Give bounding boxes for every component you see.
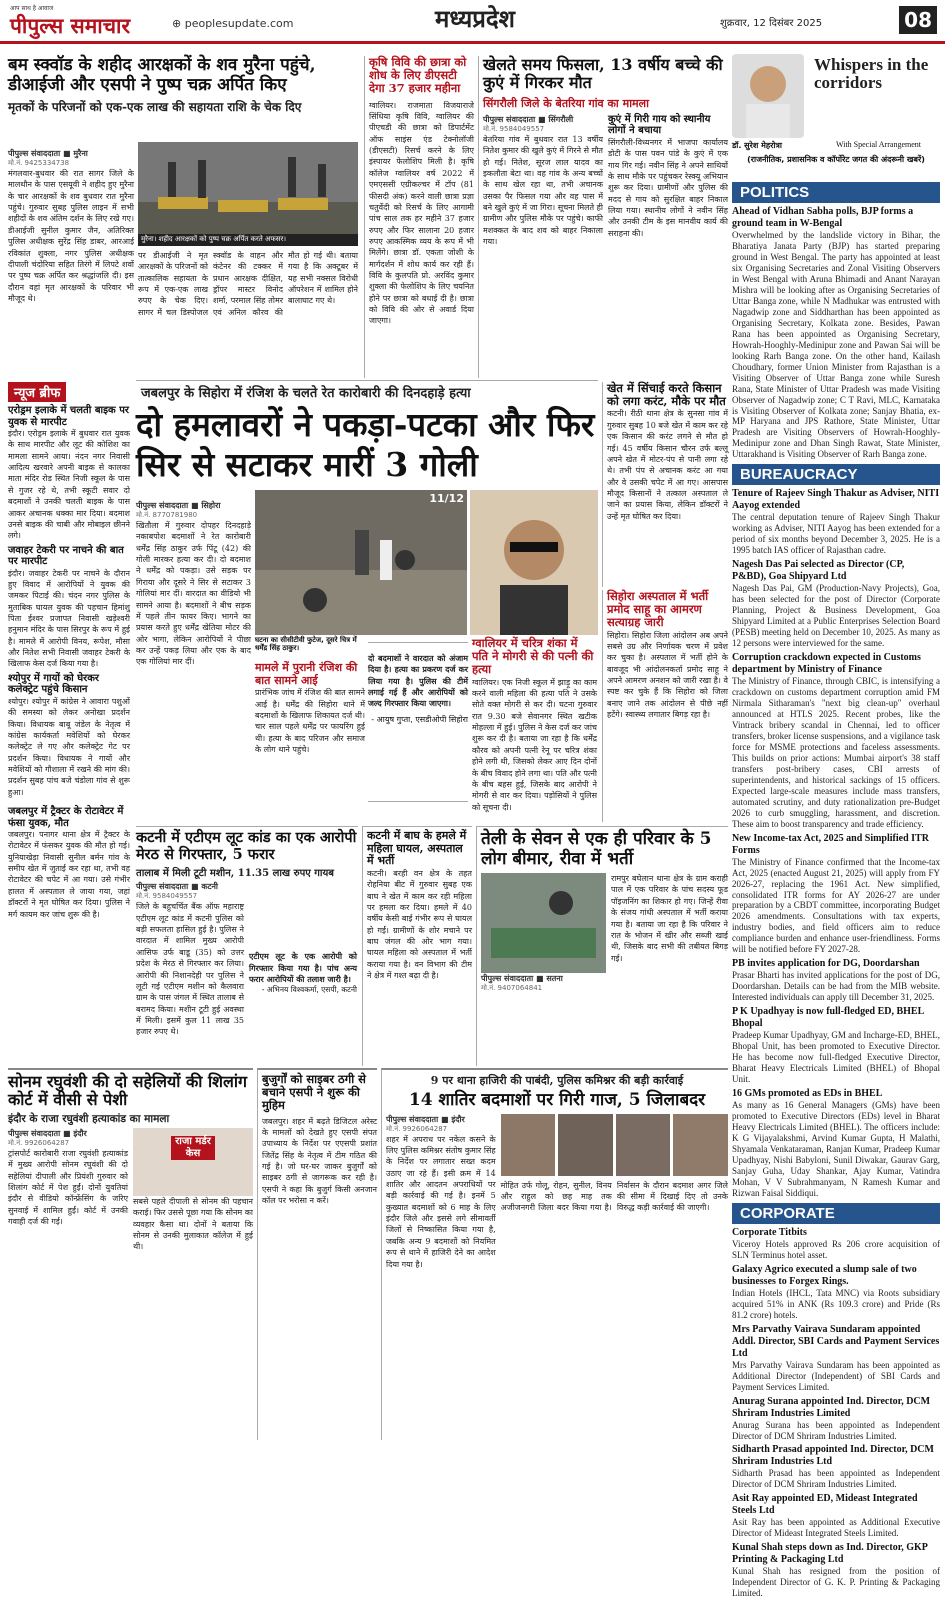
byline-mobile: मो.नं. 9926064287	[386, 1124, 448, 1133]
subheadline: मृतकों के परिजनों को एक-एक लाख की सहायता राशि के चेक दिए	[8, 100, 302, 115]
byline	[8, 1128, 128, 1148]
photo-caption: मुरैना। शहीद आरक्षकों को पुष्प चक्र अर्पित करते अफसर।	[138, 234, 358, 246]
item-title: Kunal Shah steps down as Ind. Director, GKP Printing & Packaging Ltd	[732, 1542, 928, 1566]
bureaucracy-header: BUREAUCRACY	[732, 464, 940, 485]
arrangement: With Special Arrangement	[836, 140, 921, 149]
article-body: सिहोरा। सिहोरा जिला आंदोलन अब अपने सबसे उग्र और निर्णायक चरण में प्रवेश कर चुका है। अस्पताल में भर्ती होने के बावजूद भी आंदोलनकर्ता प्रमोद साहू ने अपने आमरण अनशन को जारी रखा है। वे स्पष्ट कर चुके हैं कि सिहोरा को जिला बनाए जाने तक आंदोलन से पीछे नहीं हटेंगे। स्वास्थ्य लगातार बिगड़ रहा है।	[607, 630, 728, 720]
news-brief-2	[8, 806, 130, 1021]
article-body: जिले के बहुचर्चित बैंक ऑफ महाराष्ट्र एटीएम लूट कांड में कटनी पुलिस को बड़ी सफलता हासिल हुई है। पुलिस ने वारदात में शामिल मुख्य आरोपी आसिफ उर्फ बाडू (35) को उत्तर प्रदेश के मेरठ से गिरफ्तार कर लिया। आरोपी की निशानदेही पर पुलिस ने लूटी गई एटीएम मशीन को कैलवारा ग्राम के पास जंगल में स्थित तालाब से बरामद किया। मशीन टूटी हुई अवस्था में मिली। इसमें कुल 11 लाख 35 हजार रुपए थे।	[136, 902, 244, 1037]
story-morena-col2: पर डीआईजी ने मृत आरक्षकों के परिजनों को तात्कालिक सहायता के रूप में एक-एक लाख रुपए के चेक दिए। सागर में चल डिस्पोजल स्क्वॉड के वाहन और कंटेनर की टक्कर में प्रधान आरक्षक दीक्षित, ड्रॉपर मास्टर विनोद शर्मा, परमाल सिंह तोमर एवं अनिल कौरव की मौत हो गई थी। बताया गया है कि अक्टूबर में यह सभी नक्सल विरोधी ऑपरेशन में शामिल होने बालाघाट गए थे।	[138, 251, 358, 317]
article-body: खितौला में गुरुवार दोपहर दिनदहाड़े नकाबपोश बदमाशों ने रेत कारोबारी धर्मेंद्र सिंह ठाकुर उर्फ पिंटू (42) की गोली मारकर हत्या कर दी। दो बदमाश ने धर्मेंद्र को पकड़ा। उसे सड़क पर गिराया और दूसरे ने सिर से सटाकर 3 गोलियां मार दीं। वारदात का वीडियो भी सामने आया है। बदमाशों ने बीच सड़क में पहले तीन फायर किए। भागने का प्रयास करते हुए धर्मेंद्र खेतिया मोटर की ओर भागा, लेकिन आरोपियों ने पीछा कर उन्हें पकड़ लिया और एक के बाद एक गोलियां मार दीं।	[136, 521, 251, 667]
news-brief-tag: न्यूज ब्रीफ	[8, 382, 66, 402]
byline-text: पीपुल्स संवाददाता ■ सिंगरौली	[483, 114, 574, 124]
byline	[136, 881, 244, 901]
headline: ग्वालियर में चरित्र शंका में पति ने मोगरी से की पत्नी की हत्या	[472, 636, 594, 677]
item-title: Mrs Parvathy Vairava Sundaram appointed Addl. Director, SBI Cards and Payment Services Ltd	[732, 1323, 940, 1359]
byline-mobile: मो.नं. 9584049557	[483, 124, 545, 133]
article-body: ग्वालियर। एक निजी स्कूल में झाड़ू का काम करने वाली महिला की हत्या पति ने उसके सोते वक्त मोगरी से कर दी। घटना गुरुवार रात 9.30 बजे सेवानगर स्थित खटीक मोहल्ला में हुई। पुलिस ने केस दर्ज कर जांच शुरू कर दी है। बताया जा रहा है कि धर्मेंद्र कौरव को अपनी पत्नी रेनू पर चरित्र शंका होने लगी थी, जिसको लेकर आए दिन दोनों के बीच विवाद होने लगा था। पति और पत्नी के बीच बहस हुई, जिसके बाद आरोपी ने मोगरी से वार कर दिया। पड़ोसियों ने पुलिस को सूचना दी।	[472, 677, 597, 812]
byline-text: पीपुल्स संवाददाता ■ मुरैना	[8, 149, 88, 158]
byline-text: पीपुल्स संवाददाता ■ सिहोरा	[136, 501, 221, 510]
byline-text: पीपुल्स संवाददाता ■ सतना	[481, 974, 563, 984]
item-body: Viceroy Hotels approved Rs 206 crore acquisition of SLN Terminus hotel asset.	[732, 1238, 940, 1260]
article-body-2: मोहित उर्फ गोलू, रोहन, सुनील, विनय और राहुल को छह माह तक अजीजनगरी जिला बदर किया गया है। निर्वासन के दौरान बदमाश अगर जिले की सीमा में दिखाई दिए तो उनके विरुद्ध कड़ी कार्रवाई की जाएगी।	[500, 1180, 728, 1213]
story-agri	[364, 56, 474, 378]
columnist-photo	[732, 54, 804, 138]
item-title: Asit Ray appointed ED, Mideast Integrated Steels Ltd	[732, 1493, 918, 1517]
whispers-header	[732, 52, 940, 180]
story-rewa	[476, 826, 728, 1066]
article-body: ग्वालियर। राजमाता विजयाराजे सिंधिया कृषि विवि, ग्वालियर की पीएचडी की छात्रा को डिपार्टमेंट ऑफ साइंस एंड टेक्नोलॉजी (डीएसटी) रिसर्च करने के लिए इंस्पायर फेलोशिप मिली है। कृषि कॉलेज ग्वालियर वर्ष 2022 में एमएससी एग्रीकल्चर में टॉप (81 फीसदी अंक) करने वाली छात्रा प्रज्ञा चतुर्वेदी को रिसर्च के लिए आगामी पांच साल तक हर महीने 37 हजार रुपए और फिर सालाना 20 हजार रुपए आकस्मिक व्यय के रूप में भी मिलेंगे। छात्रा डॉ. एकता जोशी के मार्गदर्शन में शोध कार्य कर रही हैं। विवि के कुलपति प्रो. अरविंद कुमार शुक्ला की फेलोशिप के लिए चयनित होने पर छात्रा को बधाई दी है। छात्रा को विवि की ओर से अवार्ड दिया जाएगा।	[369, 100, 474, 326]
item-title: Tenure of Rajeev Singh Thakur as Adviser, NITI Aayog extended	[732, 488, 940, 512]
sub-story-body: सिंगरौली-विध्यनगर में भाजपा कार्यालय डोटी के पास पवन पांडे के कुएं में एक गाय गिर गई। नवीन सिंह ने अपने साथियों के साथ मौके पर पहुंचकर रेस्क्यू अभियान शुरू कर दिया। ग्रामीणों और पुलिस की मदद से गाय को सुरक्षित बाहर निकाल लिया गया। स्थानीय लोगों ने नवीन सिंह और उनकी टीम के इस मानवीय कार्य की सराहना की।	[608, 137, 728, 238]
section-title: मध्यप्रदेश	[434, 4, 516, 33]
brief-body: इंदौर। जवाहर टेकरी पर नाचने के दौरान हुए विवाद में आरोपियों ने युवक की जमकर पिटाई की। चंदन नगर पुलिस के मुताबिक घायल युवक की पहचान हिमांशु पिता ईश्वर प्रजापत निवासी खड़ेश्वरी हनुमान मंदिर के पास सिरपुर के रूप में हुई है। मामले में आरोपी विनय, रूपेश, मौसा और नितेश सभी निवासी जवाहर टेकरी के खिलाफ केस दर्ज किया गया है।	[8, 568, 130, 669]
accused-photo	[673, 1114, 728, 1176]
accused-photo	[616, 1114, 671, 1176]
item-title: Ahead of Vidhan Sabha polls, BJP forms a ground team in W-Bengal	[732, 206, 914, 229]
item-body: The Ministry of Finance confirmed that the Income-tax Act, 2025 (enacted August 21, 2025) will apply from FY 2026-27, replacing the 1961 Act. New simplified, consolidated ITR forms for AY 2026-27 are under preparation by a CBDT committee, incorporating Budget 2026 amendments. Consultations with tax experts, industry bodies, and field officers aim to reduce compliance burden and enhance user-friendliness. Forms will be notified before FY 2027-28.	[732, 856, 940, 955]
story-katni-atm	[136, 826, 358, 1066]
article-body: रामपुर बघेलान थाना क्षेत्र के ग्राम कराही पाल में एक परिवार के पांच सदस्य फूड पॉइजनिंग का शिकार हो गए। जिन्हें रीवा के संजय गांधी अस्पताल में भर्ती कराया गया है। बताया जा रहा है कि परिवार ने रात के भोजन में खीर और सब्जी खाई थी, जिसके बाद सभी की तबीयत बिगड़ गई।	[611, 874, 728, 963]
sub-story-title: कुएं में गिरी गाय को स्थानीय लोगों ने बचाया	[608, 113, 711, 137]
story-cyber	[257, 1068, 377, 1440]
headline: कृषि विवि की छात्रा को शोध के लिए डीएसटी देगा 37 हजार महीना	[369, 55, 467, 96]
issue-date: शुक्रवार, 12 दिसंबर 2025	[720, 18, 823, 29]
main-col1	[136, 500, 251, 805]
byline	[8, 148, 134, 168]
story-morena-head	[8, 56, 360, 146]
item-title: PB invites application for DG, Doordarshan	[732, 958, 920, 970]
item-body: As many as 16 General Managers (GMs) have been promoted to Executive Directors (EDs) level in Bharat Heavy Electricals Limited (BHEL). The officers include: K G Vijayalakshmi, Arvind Kumar Gupta, H Malathi, Shyamala Venkataraman, Ranjan Kumar, Pradeep Kumar Upadhyay, Nishi Babyloni, Sunil Diwakar, Gaurav Garg, Sanjay Guha, Uday Shankar, Ajay Kumar, Vatindra Mohan, V V Subrahmanyam, N Ramesh Kumar and Rizwan Faisal Siddiqui.	[732, 1100, 940, 1198]
item-title: P K Upadhyay is now full-fledged ED, BHEL Bhopal	[732, 1006, 924, 1030]
byline-mobile: मो.नं. 9407064841	[481, 984, 543, 993]
item-title: Corporate Titbits	[732, 1226, 807, 1238]
article-body: शहर में अपराध पर नकेल कसने के लिए पुलिस कमिश्नर संतोष कुमार सिंह के निर्देश पर लगातार सख्त कदम उठाए जा रहे हैं। इसी क्रम में 14 शातिर और आदतन अपराधियों पर बड़ी कार्रवाई की गई है। इनमें 5 कुख्यात बदमाशों को 6 माह के लिए इंदौर जिले और इससे लगे सीमावर्ती जिलों से निष्कासित किया गया है, जबकि अन्य 9 बदमाशों को नियमित रूप से थाने में हाजिरी देने का आदेश दिया गया है।	[386, 1134, 496, 1269]
news-brief	[8, 382, 130, 802]
brief-title: जवाहर टेकरी पर नाचने की बात पर मारपीट	[8, 544, 124, 568]
brief-title: एरोड्रम इलाके में चलती बाइक पर युवक से मारपीट	[8, 405, 129, 428]
brand-name: पीपुल्स समाचार	[10, 13, 131, 38]
item-body: Indian Hotels (IHCL, Tata MNC) via Roots subsidiary acquired 51% in ANK (Rs 109.3 crore) and Pride (Rs 81.2 crore) hotels.	[732, 1287, 940, 1320]
accused-photo	[558, 1114, 613, 1176]
byline	[481, 973, 606, 993]
item-title: 16 GMs promoted as EDs in BHEL	[732, 1088, 883, 1100]
globe-icon: ⊕	[172, 17, 185, 30]
morena-photo	[138, 142, 358, 242]
accused-photos	[501, 1114, 728, 1176]
headline: खेत में सिंचाई करते किसान को लगा करंट, मौके पर मौत	[607, 381, 726, 409]
item-body: Asit Ray has been appointed as Additional Executive Director of Mideast Integrated Steels Limited.	[732, 1517, 940, 1539]
byline-text: पीपुल्स संवाददाता ■ इंदौर	[8, 1128, 87, 1138]
headline: सोनम रघुवंशी की दो सहेलियों की शिलांग कोर्ट में वीसी से पेशी	[8, 1072, 248, 1110]
article-body: कटनी। बरही वन क्षेत्र के तहत रोहनिया बीट में गुरुवार सुबह एक बाघ ने खेत में काम कर रही महिला पर हमला कर दिया। हमले में 40 वर्षीय केसी बाई गंभीर रूप से घायल हो गईं। ग्रामीणों के शोर मचाने पर बाघ जंगल की ओर भाग गया। घायल महिला को अस्पताल में भर्ती कराया गया है। वन विभाग की टीम ने क्षेत्र में गश्त बढ़ा दी है।	[367, 868, 472, 981]
cctv-illustration	[255, 490, 467, 635]
item-title: Nagesh Das Pai selected as Director (CP, P&BD), Goa Shipyard Ltd	[732, 559, 905, 583]
headline: सिहोरा अस्पताल में भर्ती प्रमोद साहू का आमरण सत्याग्रह जारी	[607, 589, 709, 630]
subheadline: तालाब में मिली टूटी मशीन, 11.35 लाख रुपए गायब	[136, 868, 334, 880]
story-farmer	[602, 382, 728, 587]
whispers-strapline: (राजनीतिक, प्रशासनिक व कॉर्पोरेट जगत की अंदरूनी खबरें)	[747, 155, 925, 164]
brand-logo	[10, 4, 130, 40]
site-url[interactable]	[172, 17, 293, 30]
story-sonam	[8, 1068, 253, 1440]
story-gwalior	[472, 637, 597, 822]
byline-text: पीपुल्स संवाददाता ■ इंदौर	[386, 1114, 465, 1124]
main-col2	[255, 662, 365, 802]
cctv-timestamp: 11/12	[429, 492, 464, 505]
item-body: Prasar Bharti has invited applications for the post of DG, Doordarshan. Details can be had from the MIB website. Interested individuals can apply till December 31, 2025.	[732, 970, 940, 1003]
brief-body: इंदौर। एरोड्रम इलाके में बुधवार रात युवक के साथ मारपीट और लूट की कोशिश का मामला सामने आया। नंदन नगर निवासी आदित्य खरवारे अपनी बाइक से कालका माता मंदिर रोड स्थित निजी स्कूल के पास से गुजर रहे थे, तभी स्कूटी सवार दो बदमाशों ने उनकी चलती बाइक के पास आकर अचानक धक्का मार दिया। बदमाश उनसे बाइक की चाबी और मोबाइल छीनने लगे।	[8, 429, 130, 541]
item-body: Anurag Surana has been appointed as Independent Director of DCM Shriram Industries Limited.	[732, 1419, 940, 1441]
portrait-illustration	[470, 490, 598, 635]
item-title: New Income-tax Act, 2025 and Simplified ITR Forms	[732, 832, 929, 856]
byline	[483, 114, 603, 134]
byline-mobile: मो.नं. 9425334738	[8, 159, 70, 167]
article-body: प्रारंभिक जांच में रंजिश की बात सामने आई है। धर्मेंद्र की सिहोरा थाने में बदमाशों के खिलाफ शिकायत दर्ज थी। चार साल पहले धर्मेंद्र पर फायरिंग हुई थी। हत्या के बाद परिजन और समाज के लोग थाने पहुंचे।	[255, 688, 365, 755]
hospital-photo	[481, 873, 606, 973]
story-tiger	[362, 826, 472, 1066]
main-quote	[368, 642, 468, 802]
article-body-2: सबसे पहले दीपाली से सोनम की पहचान कराई। फिर उससे पूछा गया कि सोनम का व्यवहार कैसा था। दोनों ने बताया कि सोनम से उनकी मुलाकात कॉलेज में हुई थी।	[133, 1196, 253, 1252]
brief-title: श्योपुर में गायों को घेरकर कलेक्ट्रेट पहुंचे किसान	[8, 672, 99, 696]
corporate-header: CORPORATE	[732, 1203, 940, 1224]
whispers-logo: Whispers in the corridors	[814, 55, 929, 92]
case-badge: राजा मर्डर केस	[171, 1136, 215, 1160]
brief-title: जबलपुर में ट्रैक्टर के रोटावेटर में फंसा युवक, मौत	[8, 806, 124, 829]
headline: 14 शातिर बदमाशों पर गिरी गाज, 5 जिलाबदर	[408, 1090, 706, 1110]
headline: बम स्क्वॉड के शहीद आरक्षकों के शव मुरैना पहुंचे, डीआईजी और एसपी ने पुष्प चक्र अर्पित किए	[8, 55, 316, 95]
main-story-head	[136, 380, 598, 500]
subheadline: सिंगरौली जिले के बेतरिया गांव का मामला	[483, 96, 649, 110]
item-title: Anurag Surana appointed Ind. Director, DCM Shriram Industries Limited	[732, 1395, 931, 1419]
item-body: The central deputation tenure of Rajeev Singh Thakur working as Adviser, NITI Aayog has been extended for a period of six months beyond December 3, 2025. He is a 1995 batch IAS officer of Rajasthan cadre.	[732, 512, 940, 556]
item-body: Overwhelmed by the landslide victory in Bihar, the Bharatiya Janata Party (BJP) has started preparing ground in West Bengal. The party has appointed at least six Organising Secretaries and Zonal Visiting Observers in West Bengal with Aruna Bhimadi and Anant Narayan Mishra will be looking after as Organising Secretaries of Uttar Banga zone, while N Madhukar was entrusted with Nagadwip zone and Siddharthan has been appointed as Organising Secretary, Kolkata zone. Besides, Pawan Rana has been appointed as Organising Secretary, Howrah-Hooghly-Medinipur zone and Pawan Sai will be looking Rarh Banga zone. On the other hand, Kailash Choudhary, former Union Minister from Rajasthan is a Visiting Observer of Uttar Banga zone while Suresh Rana, State Minister of Uttar Pradesh was made Visiting Observer of Nagadwip zone; C T Ravi, MLC, Karnataka is Visiting Observer of Kolkata zone; Sanjay Bhatia, ex-MP Haryana and JPS Rathore, State Minister, Uttar Pradesh are Visiting Observers of Howrah-Hooghly-Medinipur zone and Dhan Singh Rawat, State Minister, Uttarakhand is Visiting Observer of Rarh Banga zone.	[732, 230, 940, 460]
raja-murder-case-graphic	[133, 1128, 253, 1196]
english-column	[732, 182, 940, 1599]
story-indore	[381, 1068, 728, 1440]
headline: खेलते समय फिसला, 13 वर्षीय बच्चे की कुएं में गिरकर मौत	[483, 55, 723, 93]
item-body: Mrs Parvathy Vairava Sundaram has been appointed as Additional Director (Independent) of SBI Cards and Payment Services Limited.	[732, 1359, 940, 1392]
article-body: ट्रांसपोर्ट कारोबारी राजा रघुवंशी हत्याकांड में मुख्य आरोपी सोनम रघुवंशी की दो सहेलियां दीपाली और प्रियंशी गुरुवार को शिलांग कोर्ट में पेश हुईं। दोनों युवतियां इंदौर से वीडियो कॉन्फ्रेंसिंग के जरिए सुनवाई में शामिल हुईं। कोर्ट में उनकी गवाही दर्ज की गई।	[8, 1148, 128, 1226]
story-singrauli	[478, 56, 728, 378]
url-text: peoplesupdate.com	[184, 17, 294, 30]
item-body: Pradeep Kumar Upadhyay, GM and Incharge-ED, BHEL, Bhopal Unit, has been promoted to Executive Director. He has become now full-fledged Executive Director, Bharat Heavy Electricals Limited (BHEL) of Bhopal Unit.	[732, 1030, 940, 1085]
kicker: जबलपुर के सिहोरा में रंजिश के चलते रेत कारोबारी की दिनदहाड़े हत्या	[141, 386, 471, 401]
byline-mobile: मो.नं. 8770781980	[136, 511, 198, 519]
item-title: Corruption crackdown expected in Customs department by Ministry of Finance	[732, 652, 921, 676]
article-body: कटनी। रीठी थाना क्षेत्र के सुनसा गांव में गुरुवार सुबह 10 बजे खेत में काम कर रहे एक किसान की करंट लगने से मौत हो गई। 45 वर्षीय किसान चौरन उर्फ बल्लू अपने खेत में मोटर-पंप से पानी लगा रहे थे। तभी पंप से अचानक करंट आ गया और वे उसकी चपेट में आ गए। आसपास मौजूद किसानों ने तत्काल अस्पताल ले जाने का प्रयास किया, लेकिन डॉक्टरों ने उन्हें मृत घोषित कर दिया।	[607, 409, 728, 521]
byline-text: पीपुल्स संवाददाता ■ कटनी	[136, 882, 219, 892]
story-sihora	[602, 590, 728, 822]
kicker: 9 पर थाना हाजिरी की पाबंदी, पुलिस कमिश्नर की बड़ी कार्रवाई	[430, 1074, 684, 1087]
byline-mobile: मो.नं. 9926064287	[8, 1138, 70, 1147]
article-body: मंगलवार-बुधवार की रात सागर जिले के मालथौन के पास एसयूवी ने शहीद हुए मुरैना के चार आरक्षकों के शव बुधवार रात मुरैना पहुंचे। गुरुवार सुबह पुलिस लाइन में सभी शहीदों के शव अंतिम दर्शन के लिए रखे गए। डीआईजी सुनील कुमार जैन, अतिरिक्त पुलिस अधीक्षक सुरेंद्र सिंह डाबर, आरआई रविकांत शुक्ला, नगर पुलिस अधीक्षक दीपाली चंदोरिया सहित तिरंगे में लिपटे शवों पर पुष्प चक्र अर्पित कर श्रद्धांजलि दी। इस दौरान वहां मृत आरक्षकों के परिवार भी मौजूद थे।	[8, 169, 134, 303]
brief-body: श्योपुर। श्योपुर में कांग्रेस ने आवारा पशुओं की समस्या को लेकर अनोखा प्रदर्शन किया। विधायक बाबू जंडेल के नेतृत्व में कांग्रेस कार्यकर्ता मवेशियों को घेरकर कलेक्ट्रेट ले गए और कलेक्ट्रेट गेट पर प्रदर्शन किया। विधायक ने गायों और मवेशियों को गौशाला में रखने की मांग की। प्रदर्शन सुबह पांच बजे चंडोला गांव से शुरू हुआ।	[8, 696, 130, 797]
item-title: Sidharth Prasad appointed Ind. Director, DCM Shriram Industries Ltd	[732, 1444, 934, 1468]
columnist-name: डॉ. सुरेश मेहरोत्रा	[732, 141, 782, 150]
item-body: Kunal Shah has resigned from the position of Independent Director of G. K. P. Printing & Packaging Limited.	[732, 1566, 940, 1599]
item-body: The Ministry of Finance, through CBIC, is intensifying a crackdown on customs department corruption amid FM Nirmala Sitharaman's "next big clean-up" overhaul announced at HTLS 2025. Recent probes, like the Vintrack bribery scandal in Chennai, led to officer transfers, broker license suspensions, and a vigilance task force for MSME protections and faceless assessments. This builds on prior actions: Mumbai airport's 38 staff transfers post-bribery cases, CBI arrests of superintendents, and historical sackings of 15 officers. Expected large-scale measures include mass transfers, automated scrutiny, and duty rationalization pre-Budget 2026 to curb smuggling, harassment, and discretion. These aim to boost transparency and trade efficiency.	[732, 676, 940, 829]
brief-body: जबलपुर। पनागर थाना क्षेत्र में ट्रैक्टर के रोटावेटर में फंसकर युवक की मौत हो गई। युनियाखेड़ा निवासी सुनील बर्मन गांव के समीप खेत में जुताई कर रहा था, तभी वह रोटावेटर की चपेट में आ गया। उसे गंभीर हालत में अस्पताल ले जाया गया, जहां डॉक्टरों ने मृत घोषित कर दिया। पुलिस ने मर्ग कायम कर जांच शुरू की है।	[8, 830, 130, 919]
story-morena-col1	[8, 148, 134, 378]
victim-photo	[470, 490, 598, 635]
photo-illustration	[138, 142, 358, 242]
item-body: Nagesh Das Pai, GM (Production-Navy Projects), Goa, has been selected for the post of Director (Corporate Planning, Project & Business Development, Goa Shipyard Limited at a Public Enterprises Selection Board (PESB) meeting held on December 10, 2025. As many as 12 persons were interviewed for the same.	[732, 583, 940, 649]
article-body: बेतरिया गांव में बुधवार रात 13 वर्षीय नितेश कुमार की खुले कुएं में गिरने से मौत हो गई। नितेश, सूरज लाल यादव का इकलौता बेटा था। वह गांव के अन्य बच्चों के साथ खेल रहा था, तभी अचानक उसका पैर फिसल गया और वह पास में बने खुले कुएं में जा गिरा। सूचना मिलते ही ग्रामीण और पुलिस मौके पर पहुंचे। काफी मशक्कत के बाद शव को बाहर निकाला गया।	[483, 134, 603, 247]
headline: कटनी में एटीएम लूट कांड का एक आरोपी मेरठ से गिरफ्तार, 5 फरार	[136, 829, 357, 863]
item-body: Sidharth Prasad has been appointed as Independent Director of DCM Shriram Industries Limited.	[732, 1468, 940, 1490]
quote-text: दो बदमाशों ने वारदात को अंजाम दिया है। हत्या का प्रकरण दर्ज कर लिया गया है। पुलिस की टीमें लगाई गई हैं और आरोपियों को जल्द गिरफ्तार किया जाएगा।	[368, 653, 468, 709]
byline	[136, 500, 251, 520]
page-number: 08	[899, 6, 937, 34]
headline: कटनी में बाघ के हमले में महिला घायल, अस्पताल में भर्ती	[367, 829, 467, 868]
subhead: मामले में पुरानी रंजिश की बात सामने आई	[255, 661, 358, 687]
byline-mobile: मो.नं. 9584049557	[136, 892, 198, 901]
subheadline: इंदौर के राजा रघुवंशी हत्याकांड का मामला	[8, 1112, 170, 1125]
headline: बुजुर्गों को साइबर ठगी से बचाने एसपी ने शुरू की मुहिम	[262, 1072, 366, 1113]
cctv-photo	[255, 490, 467, 635]
headline: तेली के सेवन से एक ही परिवार के 5 लोग बीमार, रीवा में भर्ती	[481, 829, 712, 869]
article-body: जबलपुर। शहर में बढ़ते डिजिटल अरेस्ट के मामलों को देखते हुए एसपी संपत उपाध्याय के निर्देश पर एएसपी प्रशांत जितेंद्र सिंह के नेतृत्व में टीम गठित की गई है। जो घर-घर जाकर बुजुर्गों को साइबर ठगी से जागरूक कर रही है। एसपी ने कहा कि बुजुर्ग किसी अनजान कॉल पर भरोसा न करें।	[262, 1116, 377, 1206]
main-headline: दो हमलावरों ने पकड़ा-पटका और फिर सिर से सटाकर मारीं 3 गोली	[136, 405, 595, 484]
quote-text: एटीएम लूट के एक आरोपी को गिरफ्तार किया गया है। पांच अन्य फरार आरोपियों की तलाश जारी है।	[249, 951, 357, 985]
accused-photo	[501, 1114, 556, 1176]
quote-attribution: - अभिनय विश्वकर्मा, एसपी, कटनी	[261, 985, 357, 995]
byline	[386, 1114, 496, 1134]
item-title: Galaxy Agrico executed a slump sale of two businesses to Forgex Rings.	[732, 1263, 917, 1287]
quote-attribution: - आयुष गुप्ता, एसडीओपी सिहोरा	[371, 714, 468, 724]
politics-header: POLITICS	[732, 182, 940, 203]
masthead	[0, 0, 945, 44]
brand-tagline: आप साथ है आवाज	[10, 5, 54, 12]
photo-caption: घटना का सीसीटीवी फुटेज, दूसरे चित्र में धर्मेंद्र सिंह ठाकुर।	[255, 636, 357, 653]
